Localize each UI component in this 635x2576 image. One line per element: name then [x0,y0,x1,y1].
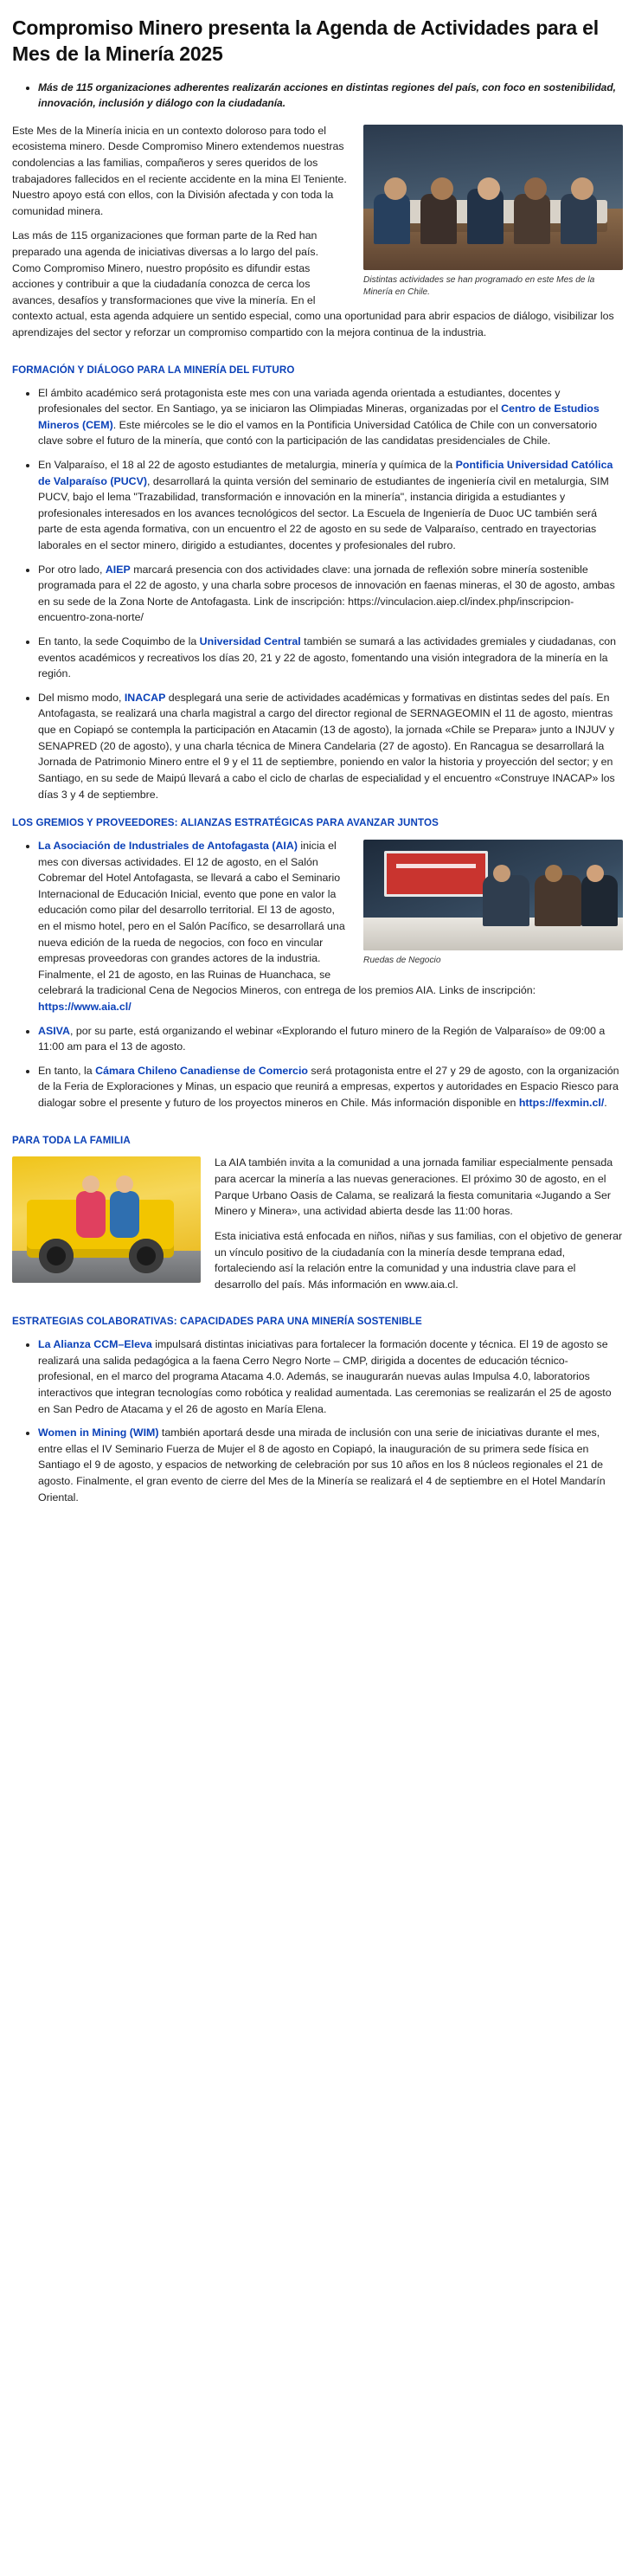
inline-text: , desarrollará la quinta versión del seminario de estudiantes de ingeniería civil en metalurgia, SIM PUCV, bajo el lema "Trazabilidad, transformación e innovación en la minería", instancia dirigida a estudiantes y profesionales interesados en los avances tecnológicos del sector. La Escuela de Ingeniería de Duoc UC también será parte de esta agenda formativa, con un encuentro el 22 de agosto en su sede de Valparaíso, centrado en trayectorias laborales en el sector minero, dirigido a estudiantes, docentes y profesionales del rubro. [38,474,609,551]
inline-link[interactable]: INACAP [124,691,166,704]
inline-text: , por su parte, está organizando el webinar «Explorando el futuro minero de la Región de Valparaíso» de 09:00 a 11:00 am para el 13 de agosto. [38,1024,606,1053]
inline-link[interactable]: Pontificia Universidad Católica de Valparaíso (PUCV) [38,458,613,487]
figure-familia [12,1156,201,1283]
section-heading-familia: PARA TODA LA FAMILIA [12,1134,131,1146]
inline-text: Por otro lado, [38,563,106,576]
list-item [38,385,623,449]
inline-text: también se sumará a las actividades gremiales y ciudadanas, con eventos académicos y recreativos los días 20, 21 y 22 de agosto, fomentando una visión integradora de la minería en la región. [38,635,617,680]
inline-text: impulsará distintas iniciativas para fortalecer la formación docente y técnica. El 19 de agosto se realizará una salida pedagógica a la faena Cerro Negro Norte – CMP, dirigida a docentes de educación técnico-profesional, en el marco del programa Atacama 4.0. Además, se inaugurarán nuevas aulas Impulsa 4.0, laboratorios interactivos que integran tecnologías como robótica y realidad aumentada. Las ceremonias se realizarán el 25 de agosto en San Pedro de Atacama y el 26 de agosto en María Elena. [38,1338,612,1415]
list-item [38,690,623,802]
mining-month-activities-photo [363,125,623,270]
section-heading-gremios: LOS GREMIOS Y PROVEEDORES: ALIANZAS ESTRATÉGICAS PARA AVANZAR JUNTOS [12,817,439,829]
figure-top-caption: Distintas actividades se han programado en este Mes de la Minería en Chile. [363,274,595,297]
familia-paragraph-1: La AIA también invita a la comunidad a una jornada familiar especialmente pensada para acercar la minería a las nuevas generaciones. El próximo 30 de agosto, en el Parque Urbano Oasis de Calama, se realizará la fiesta comunitaria «Jugando a Ser Minero y Minera», una actividad abierta desde las 11:00 horas. [215,1156,613,1218]
inline-link[interactable]: https://fexmin.cl/ [518,1097,605,1110]
section-list-formacion [12,385,623,803]
inline-link[interactable]: https://www.aia.cl/ [38,1001,131,1014]
list-item [38,1425,623,1505]
inline-text: El ámbito académico será protagonista este mes con una variada agenda orientada a estudiantes, docentes y profesionales del sector. En Santiago, ya se iniciaron las Olimpiadas Mineras, organizadas por el [38,386,561,415]
list-item [38,457,623,554]
page-title: Compromiso Minero presenta la Agenda de Actividades para el Mes de la Minería 2025 [12,16,599,65]
inline-text: marcará presencia con dos actividades clave: una jornada de reflexión sobre minería sostenible programada para el 22 de agosto, y una charla sobre procesos de innovación en faenas mineras, el 30 de agosto, ambas en su sede de la Zona Norte de Antofagasta. Link de inscripción: https://vinculacion.aiep.cl/index.php/inscripcion-encuentro-zona-norte/ [38,563,615,624]
inline-link[interactable]: Universidad Central [199,635,301,648]
item-text-3 [38,564,615,624]
inline-link[interactable]: La Alianza CCM–Eleva [38,1338,152,1351]
inline-link[interactable]: AIEP [105,563,131,576]
family-mining-truck-photo [12,1156,201,1283]
list-item [38,634,623,682]
item-text-5 [38,692,615,801]
lead-bullet: • Más de 115 organizaciones adherentes realizarán acciones en distintas regiones del país, con foco en sostenibilidad, innovación, inclusión y diálogo con la ciudadanía. [38,80,623,111]
list-item [38,1023,623,1055]
inline-link[interactable]: ASIVA [38,1024,70,1037]
inline-text: desplegará una serie de actividades académicas y formativas en distintas sedes del país. En Antofagasta, se realizará una charla magistral a cargo del director regional de SERNAGEOMIN el 11 de agosto, mientras que en Copiapó se contempla la participación en Atacamin (13 de agosto), la jornada «Chile se Prepara» junto a INJUV y SENAPRED (20 de agosto), y una charla técnica de Minera Candelaria (27 de agosto). En Rancagua se desarrollará la Jornada de Patrimonio Minero entre el 9 y el 11 de septiembre, poniendo en valor la historia y proyección del sector; y en Santiago, en su sede de Maipú llevará a cabo el ciclo de charlas de especialidad y el encuentro «Construye INACAP» los días 3 y 4 de septiembre. [38,691,615,801]
section-list-estrategias [12,1336,623,1505]
familia-paragraph-2: Esta iniciativa está enfocada en niños, niñas y sus familias, con el objetivo de generar un vínculo positivo de la ciudadanía con la minería desde temprana edad, fortaleciendo así la relación entre la comunidad y una industria clave para el desarrollo del país. Más información en www.aia.cl. [215,1229,623,1291]
section-heading-formacion: FORMACIÓN Y DIÁLOGO PARA LA MINERÍA DEL FUTURO [12,364,295,376]
inline-text: . Este miércoles se le dio el vamos en la Pontificia Universidad Católica de Chile con un conversatorio clave sobre el futuro de la minería, que contó con la participación de las candidatas presidenciales de Chile. [38,418,597,448]
business-roundtable-photo [363,840,623,950]
item-text-1 [38,387,600,448]
list-item [38,1063,623,1111]
lead-bullet-list [12,80,623,111]
inline-link[interactable]: La Asociación de Industriales de Antofagasta (AIA) [38,839,298,852]
list-item [38,562,623,626]
inline-text: En tanto, la sede Coquimbo de la [38,635,200,648]
inline-link[interactable]: Cámara Chileno Canadiense de Comercio [95,1064,308,1077]
inline-text: inicia el mes con diversas actividades. El 12 de agosto, en el Salón Cobremar del Hotel Antofagasta, se llevará a cabo el Seminario Internacional de Educación Inicial, evento que pone en valor la educación como pilar del desarrollo territorial. El 13 de agosto, en el mismo hotel, pero en el Salón Pacífico, se desarrollará una nueva edición de la rueda de negocios, con foco en vincular empresas proveedoras con grandes actores de la industria. Finalmente, el 21 de agosto, en las Ruinas de Huanchaca, se celebrará la tradicional Cena de Negocios Mineros, con entrega de los premios AIA. Links de inscripción: [38,839,536,997]
intro-paragraph-1: Este Mes de la Minería inicia en un contexto doloroso para todo el ecosistema minero. Desde Compromiso Minero extendemos nuestras condolencias a las familias, compañeros y seres queridos de los trabajadores fallecidos en el reciente accidente en la mina El Teniente. Nuestro apoyo está con ellos, con la División afectada y con toda la comunidad minera. [12,124,347,217]
inline-text: En Valparaíso, el 18 al 22 de agosto estudiantes de metalurgia, minería y química de la [38,458,456,471]
inline-text: . [604,1097,607,1110]
inline-text: Del mismo modo, [38,691,125,704]
figure-gremios-caption: Ruedas de Negocio [363,955,441,965]
list-item [38,1336,623,1417]
figure-gremios [363,840,623,967]
intro-paragraph-2: Las más de 115 organizaciones que forman parte de la Red han preparado una agenda de iniciativas diversas a lo largo del país. Como Compromiso Minero, nuestro propósito es difundir estas acciones y contribuir a que la ciudadanía conozca de cerca los avances, desafíos y transformaciones que vive la minería. En el contexto actual, esta agenda adquiere un sentido especial, como una oportunidad para abrir espacios de diálogo, visibilizar los aprendizajes del sector y reforzar un compromiso compartido con la mejora continua de la industria. [12,229,614,339]
intro-block [12,123,623,350]
item-text-3 [38,1065,619,1109]
item-text-4 [38,635,616,679]
inline-text: será protagonista entre el 27 y 29 de agosto, con la organización de la Feria de Exploraciones y Minas, un espacio que reunirá a empresas, expertos y autoridades en Espacio Riesco para dialogar sobre el presente y futuro de los proyectos mineros en Chile. Más información disponible en [38,1064,619,1110]
item-text-2 [38,459,613,551]
item-text-2 [38,1426,606,1503]
section-heading-estrategias: ESTRATEGIAS COLABORATIVAS: CAPACIDADES PARA UNA MINERÍA SOSTENIBLE [12,1316,422,1328]
figure-top [363,125,623,299]
inline-link[interactable]: Women in Mining (WIM) [38,1426,159,1439]
item-text-2 [38,1025,605,1053]
item-text-1 [38,1338,612,1414]
inline-text: también aportará desde una mirada de inclusión con una serie de iniciativas durante el mes, entre ellas el IV Seminario Fuerza de Mujer el 8 de agosto en Copiapó, la inauguración de su primera sede física en Santiago el 9 de agosto, y espacios de networking de celebración por sus 10 años en los 8 núcleos regionales el 21 de agosto. Finalmente, el gran evento de cierre del Mes de la Minería se realizará el 4 de septiembre en el Hotel Mandarín Oriental. [38,1426,606,1504]
inline-link[interactable]: Centro de Estudios Mineros (CEM) [38,402,600,431]
inline-text: En tanto, la [38,1064,96,1077]
